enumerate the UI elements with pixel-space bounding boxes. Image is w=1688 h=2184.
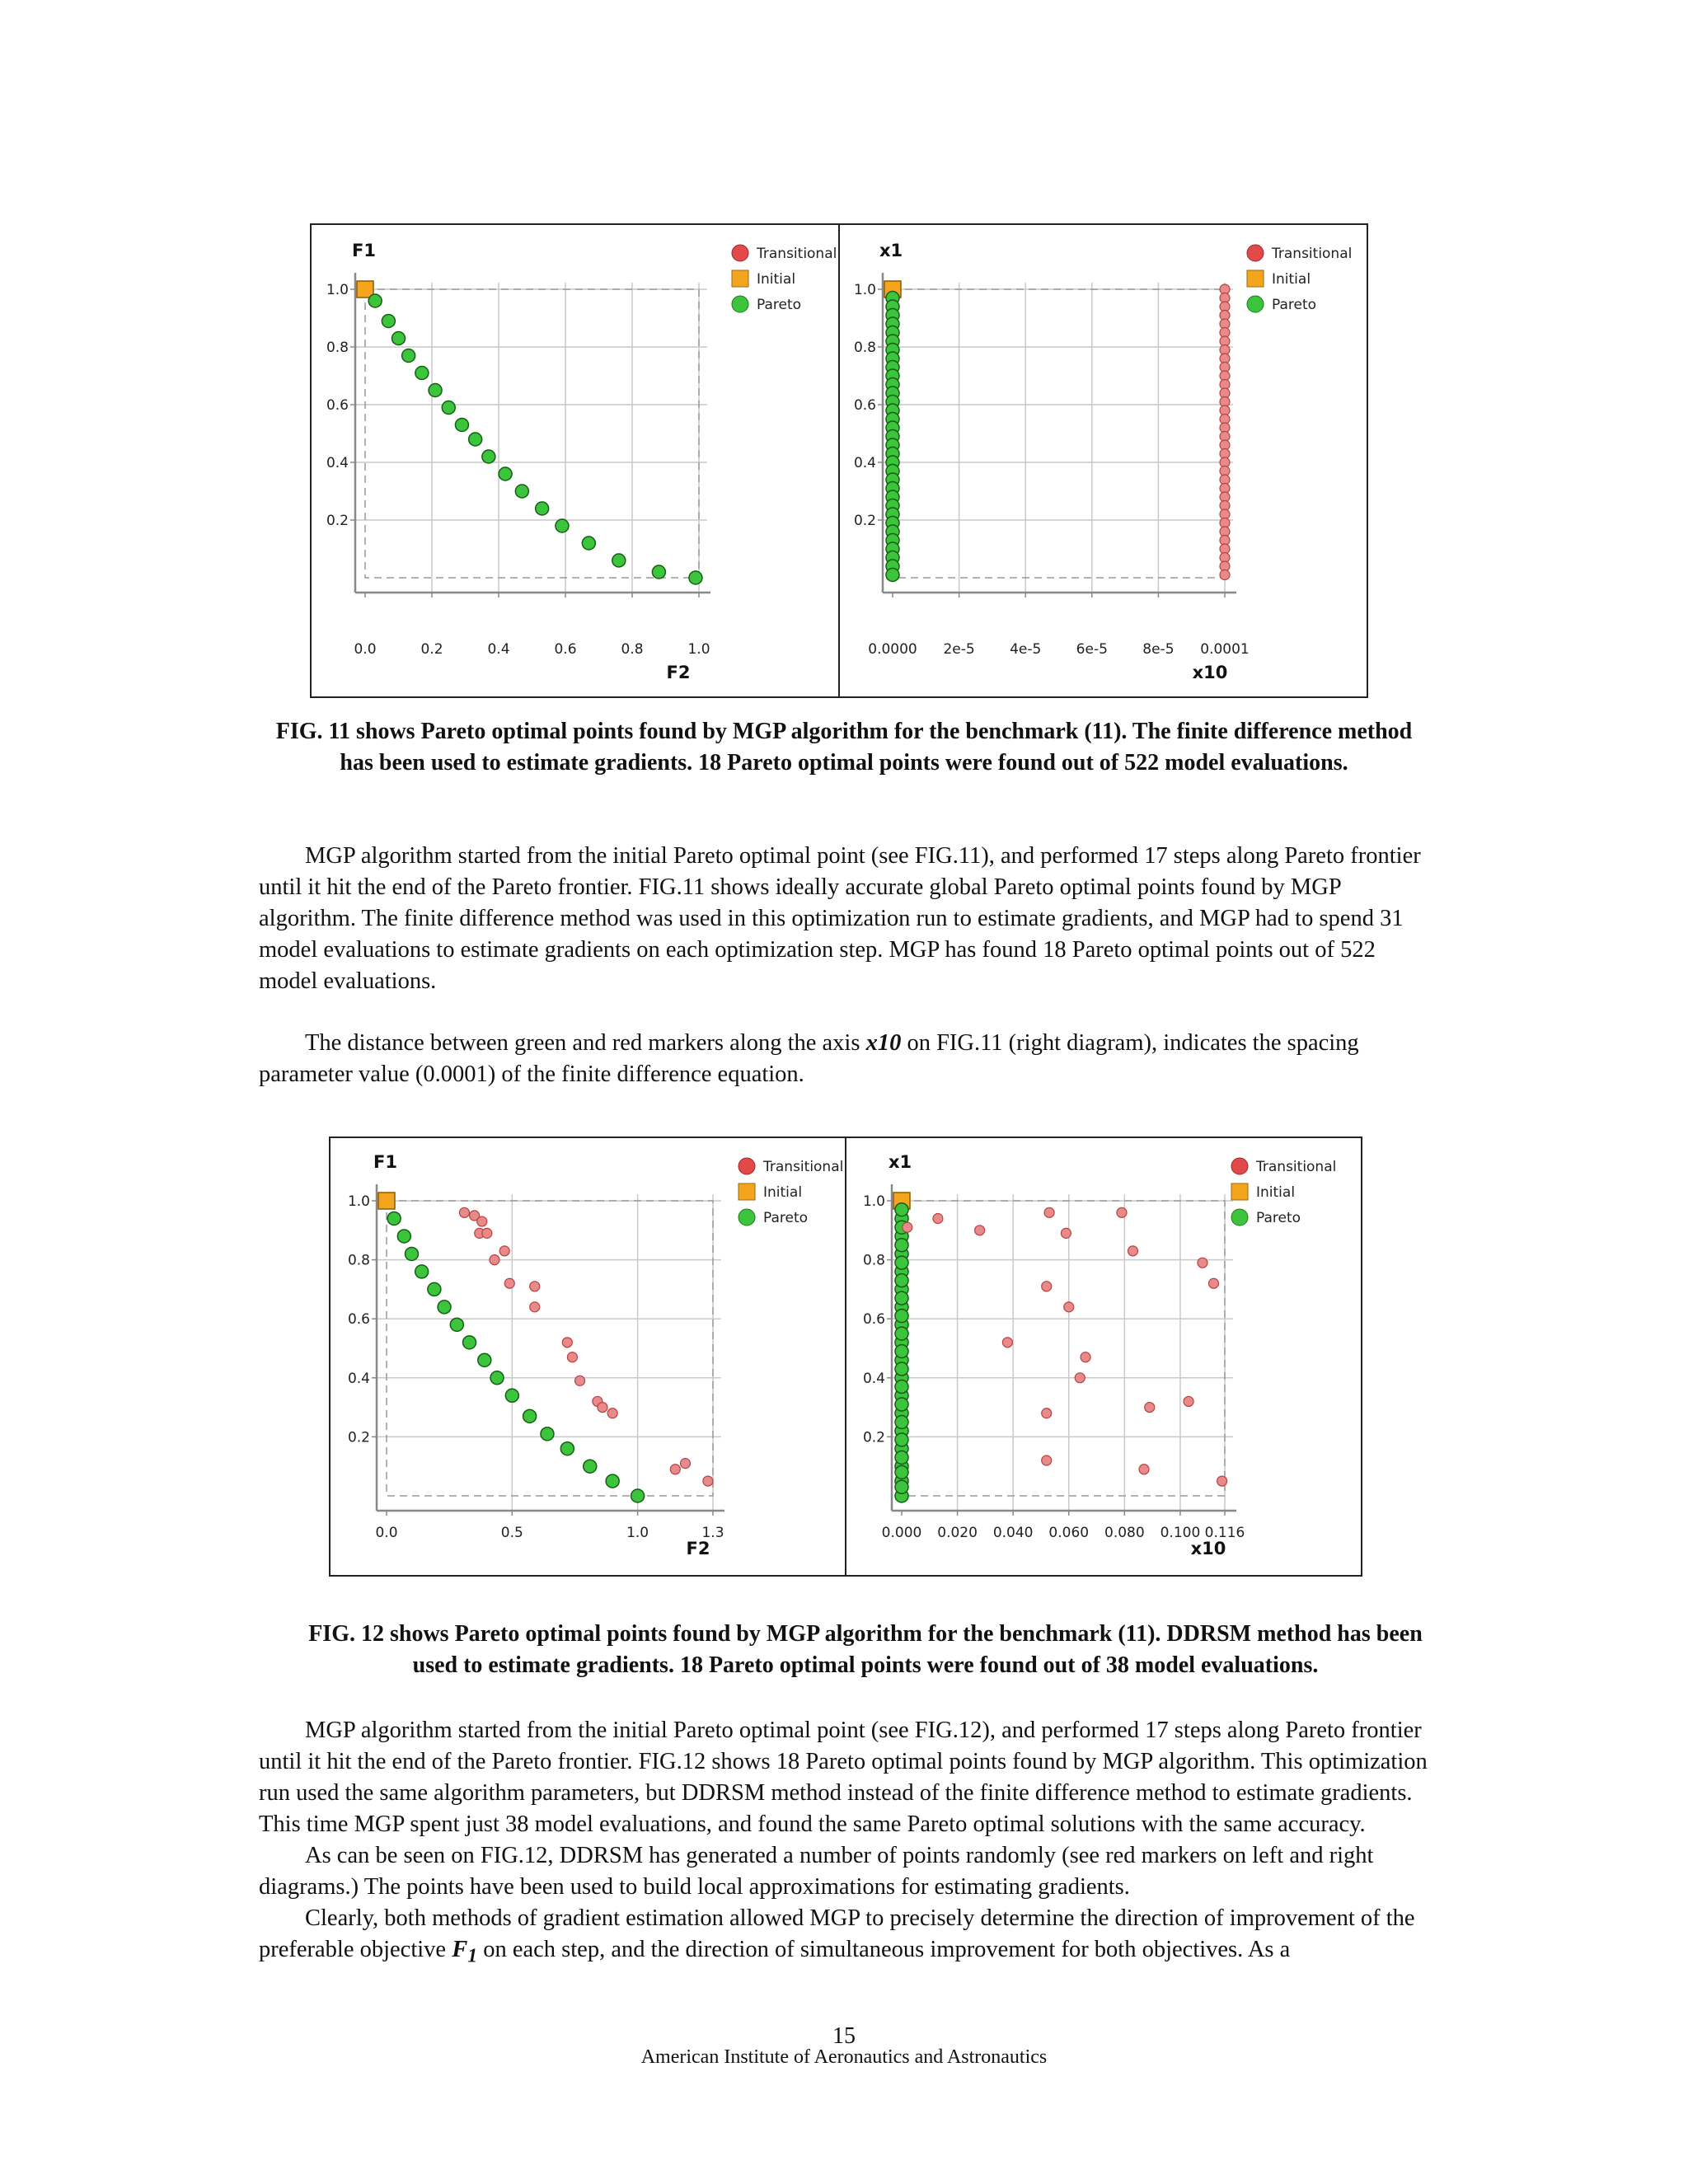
pareto-point (895, 1291, 908, 1305)
transitional-point (703, 1476, 713, 1486)
legend-transitional-label: Transitional (1272, 246, 1353, 262)
pareto-point (499, 467, 512, 480)
transitional-point (504, 1278, 514, 1288)
page-number: 15 (832, 2023, 856, 2049)
pareto-point (438, 1301, 451, 1314)
paragraph-text: on each step, and the direction of simultaneous improvement for both objectives. As a (477, 1937, 1291, 1962)
transitional-point (1217, 1476, 1227, 1486)
pareto-point (442, 401, 455, 415)
pareto-point (478, 1353, 491, 1366)
pareto-point (482, 450, 495, 463)
x-tick-label: 2e-5 (943, 641, 975, 658)
transitional-point (933, 1213, 943, 1223)
pareto-point (895, 1380, 908, 1394)
pareto-point (606, 1474, 619, 1488)
y-tick-label: 0.6 (347, 1311, 370, 1329)
chart-panel (348, 1152, 843, 1558)
pareto-point (397, 1230, 410, 1243)
legend-initial-label: Initial (1256, 1184, 1296, 1201)
pareto-point (895, 1433, 908, 1446)
figure-12-caption: FIG. 12 shows Pareto optimal points found by MGP algorithm for the benchmark (11). DDRSM method has been used to estimate gradients. 18 Pareto optimal points were found out of 38 model evaluations. (308, 1621, 1423, 1678)
y-tick-label: 1.0 (326, 282, 349, 298)
y-tick-label: 0.6 (862, 1311, 885, 1329)
transitional-point (1042, 1455, 1052, 1465)
x-tick-label: 1.3 (701, 1525, 724, 1541)
pareto-point (469, 433, 482, 446)
legend-initial-marker (1231, 1183, 1248, 1200)
x-tick-label: 0.040 (992, 1525, 1034, 1541)
pareto-point (895, 1345, 908, 1358)
pareto-point (560, 1442, 574, 1455)
footer-organization: American Institute of Aeronautics and Astronautics (640, 2046, 1048, 2068)
y-tick-label: 1.0 (862, 1193, 885, 1210)
figure-11 (310, 223, 1368, 698)
x-tick-label: 8e-5 (1142, 641, 1175, 658)
transitional-point (477, 1216, 487, 1226)
legend-initial-marker (738, 1183, 755, 1200)
figure-11-svg (312, 225, 1367, 696)
pareto-point (556, 519, 569, 532)
y-tick-label: 0.2 (347, 1429, 370, 1446)
legend-initial-marker (732, 270, 748, 287)
y-axis-label: F1 (352, 241, 376, 260)
pareto-point (536, 502, 549, 515)
x-tick-label: 0.080 (1104, 1525, 1145, 1541)
transitional-point (1145, 1403, 1155, 1413)
pareto-point (402, 349, 415, 363)
pareto-point (895, 1256, 908, 1269)
transitional-point (562, 1338, 572, 1347)
bounds-box (902, 1201, 1225, 1496)
transitional-point (680, 1459, 690, 1469)
pareto-point (895, 1203, 908, 1216)
transitional-point (490, 1255, 499, 1265)
bounds-box (893, 289, 1225, 578)
transitional-point (575, 1376, 585, 1385)
x-tick-label: 0.0001 (1200, 641, 1250, 658)
x-axis-label: F2 (686, 1539, 710, 1558)
pareto-point (895, 1274, 908, 1287)
x-axis-label: x10 (1192, 663, 1228, 682)
transitional-point (1208, 1278, 1218, 1288)
pareto-point (463, 1336, 476, 1349)
transitional-point (482, 1228, 492, 1238)
transitional-point (1081, 1352, 1090, 1362)
x-axis-label: x10 (1190, 1539, 1226, 1558)
pareto-point (895, 1362, 908, 1376)
pareto-point (895, 1398, 908, 1411)
paragraph-text: MGP algorithm started from the initial Pareto optimal point (see FIG.12), and performed 17 steps along Pareto frontier until it hit the end of the Pareto frontier. FIG.12 shows 18 Pareto optimal points found by MGP algorithm. This optimization run used the same algorithm parameters, but DDRSM method instead of the finite difference method to estimate gradients. This time MGP spent just 38 model evaluations, and found the same Pareto optimal solutions with the same accuracy. (259, 1718, 1428, 1837)
x-tick-label: 0.8 (621, 641, 644, 658)
transitional-point (567, 1352, 577, 1362)
y-axis-label: x1 (879, 241, 903, 260)
objective-f1: $F_1$ (452, 1937, 478, 1967)
transitional-point (903, 1222, 912, 1232)
legend-pareto-marker (732, 296, 748, 312)
figure-12-svg (331, 1138, 1361, 1575)
x-tick-label: 0.020 (937, 1525, 978, 1541)
body-paragraph-3 (259, 1715, 1432, 1972)
legend-transitional-marker (732, 245, 748, 261)
body-paragraph-1 (259, 841, 1432, 997)
pareto-point (895, 1239, 908, 1252)
y-tick-label: 0.4 (326, 455, 349, 471)
body-paragraph-2 (259, 1028, 1432, 1090)
legend-initial-label: Initial (763, 1184, 803, 1201)
axis-name-x10: x10 (865, 1030, 902, 1056)
transitional-point (1184, 1396, 1193, 1406)
paragraph-text: Clearly, both methods of gradient estimation allowed MGP to precisely determine the direction of improvement of the preferable objective (259, 1905, 1415, 1962)
pareto-point (450, 1318, 463, 1331)
initial-point (378, 1193, 395, 1209)
transitional-point (1044, 1207, 1054, 1217)
pareto-point (895, 1465, 908, 1479)
pareto-point (368, 294, 382, 307)
legend-pareto-marker (1231, 1209, 1248, 1226)
chart-panel (326, 241, 837, 682)
transitional-point (1220, 570, 1230, 580)
legend-pareto-marker (1247, 296, 1264, 312)
legend-pareto-marker (738, 1209, 755, 1226)
x-axis-label: F2 (666, 663, 691, 682)
chart-panel (854, 241, 1352, 682)
x-tick-label: 0.000 (881, 1525, 922, 1541)
pareto-point (387, 1212, 401, 1225)
pareto-point (652, 565, 665, 579)
transitional-point (1002, 1338, 1012, 1347)
transitional-point (598, 1403, 607, 1413)
pareto-point (429, 384, 442, 397)
pareto-point (415, 1265, 429, 1278)
x-tick-label: 0.2 (420, 641, 443, 658)
y-tick-label: 0.8 (347, 1252, 370, 1269)
transitional-point (1075, 1373, 1085, 1383)
legend-pareto-label: Pareto (1256, 1210, 1301, 1226)
pareto-point (895, 1480, 908, 1493)
y-tick-label: 0.8 (862, 1252, 885, 1269)
pareto-point (895, 1310, 908, 1323)
x-tick-label: 0.5 (500, 1525, 523, 1541)
x-tick-label: 6e-5 (1076, 641, 1108, 658)
transitional-point (1198, 1258, 1207, 1268)
transitional-point (670, 1465, 680, 1474)
x-tick-label: 0.0 (354, 641, 377, 658)
paragraph-text: MGP algorithm started from the initial Pareto optimal point (see FIG.11), and performed 17 steps along Pareto frontier until it hit the end of the Pareto frontier. FIG.11 shows ideally accurate global Pareto optimal points found by MGP algorithm. The finite difference method was used in this optimization run to estimate gradients, and MGP had to spend 31 model evaluations to estimate gradients on each optimization step. MGP has found 18 Pareto optimal points out of 522 model evaluations. (259, 843, 1421, 994)
pareto-point (505, 1389, 518, 1402)
legend-transitional-label: Transitional (1256, 1159, 1337, 1175)
pareto-point (428, 1282, 441, 1296)
y-tick-label: 0.2 (862, 1429, 885, 1446)
y-tick-label: 0.2 (326, 513, 349, 529)
pareto-point (689, 571, 702, 584)
transitional-point (1042, 1408, 1052, 1418)
transitional-point (1117, 1207, 1127, 1217)
transitional-point (1061, 1228, 1071, 1238)
paragraph-text: on FIG.11 (right diagram), indicates the spacing parameter value (0.0001) of the finite difference equation. (259, 1030, 1359, 1087)
legend-transitional-marker (738, 1158, 755, 1174)
figure-11-caption: FIG. 11 shows Pareto optimal points found by MGP algorithm for the benchmark (11). The finite difference method has been used to estimate gradients. 18 Pareto optimal points were found out of 522 model evaluations. (275, 719, 1413, 776)
legend-transitional-label: Transitional (757, 246, 837, 262)
pareto-point (382, 315, 395, 328)
x-tick-label: 0.6 (554, 641, 577, 658)
x-tick-label: 0.4 (487, 641, 510, 658)
x-tick-label: 0.060 (1048, 1525, 1090, 1541)
pareto-point (541, 1427, 554, 1441)
y-tick-label: 1.0 (853, 282, 876, 298)
pareto-point (392, 332, 406, 345)
transitional-point (975, 1226, 985, 1235)
y-tick-label: 0.8 (853, 340, 876, 356)
transitional-point (1064, 1302, 1074, 1312)
x-tick-label: 0.116 (1204, 1525, 1245, 1541)
x-tick-label: 0.100 (1160, 1525, 1201, 1541)
legend-initial-marker (1247, 270, 1264, 287)
figure-12 (329, 1137, 1362, 1577)
pareto-point (886, 569, 899, 582)
pareto-point (523, 1409, 537, 1422)
y-tick-label: 0.4 (853, 455, 876, 471)
pareto-point (415, 367, 429, 380)
paragraph-text: As can be seen on FIG.12, DDRSM has generated a number of points randomly (see red markers on left and right diagrams.) The points have been used to build local approximations for estimating gradients. (259, 1843, 1374, 1900)
x-tick-label: 0.0000 (868, 641, 917, 658)
y-tick-label: 0.4 (347, 1370, 370, 1387)
x-tick-label: 1.0 (687, 641, 710, 658)
transitional-point (530, 1282, 540, 1291)
transitional-point (530, 1302, 540, 1312)
x-tick-label: 4e-5 (1010, 641, 1042, 658)
pareto-point (895, 1327, 908, 1340)
y-tick-label: 1.0 (347, 1193, 370, 1210)
paragraph-text: The distance between green and red markers along the axis (305, 1030, 866, 1056)
pareto-point (895, 1451, 908, 1464)
pareto-point (612, 554, 626, 567)
transitional-point (1139, 1465, 1149, 1474)
transitional-point (459, 1207, 469, 1217)
y-tick-label: 0.6 (853, 397, 876, 414)
y-tick-label: 0.2 (853, 513, 876, 529)
pareto-point (582, 537, 595, 550)
bounds-box (365, 289, 699, 578)
legend-pareto-label: Pareto (763, 1210, 809, 1226)
legend-initial-label: Initial (1272, 271, 1311, 288)
x-tick-label: 1.0 (626, 1525, 649, 1541)
pareto-point (631, 1489, 645, 1502)
legend-pareto-label: Pareto (1272, 297, 1317, 313)
transitional-point (607, 1408, 617, 1418)
y-tick-label: 0.8 (326, 340, 349, 356)
transitional-point (1042, 1282, 1052, 1291)
y-tick-label: 0.4 (862, 1370, 885, 1387)
transitional-point (499, 1246, 509, 1256)
pareto-point (405, 1247, 418, 1260)
legend-transitional-marker (1231, 1158, 1248, 1174)
pareto-point (584, 1460, 597, 1473)
legend-pareto-label: Pareto (757, 297, 802, 313)
bounds-box (387, 1201, 713, 1496)
pareto-point (515, 485, 528, 498)
legend-transitional-label: Transitional (763, 1159, 844, 1175)
y-axis-label: x1 (889, 1152, 912, 1172)
y-axis-label: F1 (373, 1152, 397, 1172)
chart-panel (863, 1152, 1336, 1558)
x-tick-label: 0.0 (375, 1525, 398, 1541)
legend-initial-label: Initial (757, 271, 796, 288)
y-tick-label: 0.6 (326, 397, 349, 414)
transitional-point (1128, 1246, 1137, 1256)
pareto-point (895, 1416, 908, 1429)
pareto-point (455, 419, 468, 432)
pareto-point (490, 1371, 504, 1385)
legend-transitional-marker (1247, 245, 1264, 261)
